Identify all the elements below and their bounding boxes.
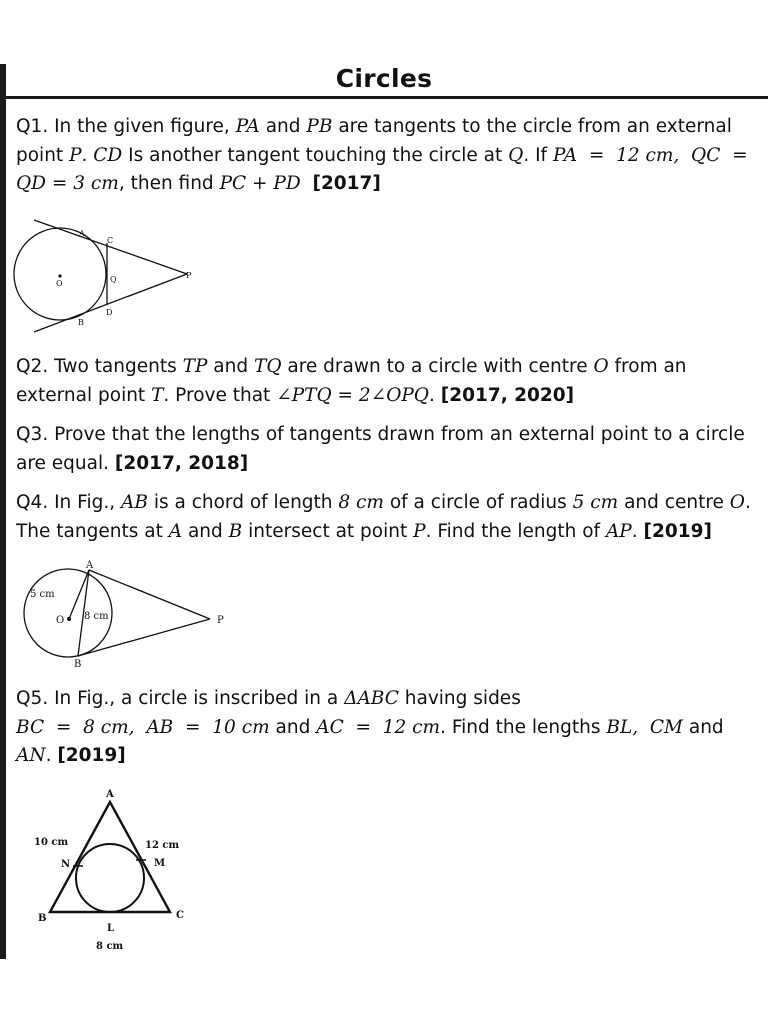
q5-label-m: M — [154, 858, 166, 869]
q5-label-12cm: 12 cm — [145, 840, 180, 851]
q4-text-3: and centre — [618, 492, 730, 513]
q4-label-8cm: 8 cm — [84, 611, 109, 622]
q1-label-q: Q — [110, 275, 117, 284]
q5-label-n: N — [61, 859, 71, 870]
q4-text-1: is a chord of length — [147, 492, 339, 513]
q5-label-8cm: 8 cm — [96, 941, 124, 952]
q1-year: [2017] — [312, 173, 381, 194]
q3-text: Q3. Prove that the lengths of tangents drawn from an external point to a circle are equal. — [16, 424, 745, 474]
question-2 — [16, 353, 756, 410]
q1-label-o: O — [56, 279, 63, 288]
left-margin-rule — [0, 64, 6, 959]
q1-circle — [14, 228, 106, 320]
q1-text-2: Is another tangent touching the circle at — [122, 144, 509, 166]
q4-year: [2019] — [643, 520, 712, 542]
q2-year: [2017, 2020] — [440, 384, 575, 406]
q1-label-a: A — [79, 229, 85, 238]
q1-q: Q — [508, 144, 524, 166]
q2-expression: ∠PTQ = 2∠OPQ — [276, 384, 429, 406]
q4-prefix: Q4. In Fig., — [16, 492, 121, 513]
q4-a: A — [168, 520, 183, 542]
q1-pa: PA — [235, 116, 260, 137]
q4-ab: AB — [120, 492, 148, 513]
q5-triangle: ΔABC — [344, 688, 399, 709]
q5-year: [2019] — [57, 745, 126, 766]
q1-label-c: C — [107, 236, 114, 245]
q4-and: and — [182, 520, 229, 542]
q4-text-5: intersect at point — [242, 520, 414, 542]
q4-label-o: O — [56, 615, 65, 626]
q5-text-1: having sides — [398, 688, 521, 709]
q1-label-b: B — [78, 318, 84, 327]
q4-label-b: B — [74, 659, 82, 670]
q4-text-6: . Find the length of — [425, 520, 606, 542]
q3-year: [2017, 2018] — [114, 452, 249, 474]
question-4 — [16, 489, 756, 546]
q2-prefix: Q2. Two tangents — [16, 356, 183, 377]
q1-centre-dot — [58, 274, 61, 277]
title-underline — [6, 96, 768, 99]
q5-bl-cm: BL, CM — [606, 716, 683, 738]
q4-o: O — [729, 492, 745, 513]
q4-figure — [20, 557, 235, 672]
q2-t: T — [151, 384, 164, 406]
q4-label-a: A — [86, 560, 94, 571]
q4-length: 8 cm — [338, 492, 384, 513]
q2-end: . — [428, 384, 441, 406]
q5-incircle — [76, 844, 144, 912]
q4-b: B — [228, 520, 243, 542]
q1-equation-1: PA = 12 cm, QC = — [552, 144, 748, 166]
q4-ap: AP — [605, 520, 632, 542]
q1-text-4: , then find — [118, 173, 220, 194]
q2-text-2: from an external point — [16, 356, 687, 406]
q1-and: and — [259, 116, 307, 137]
q2-text-1: are drawn to a circle with centre — [281, 356, 594, 377]
q5-prefix: Q5. In Fig., a circle is inscribed in a — [16, 688, 345, 709]
q4-p: P — [413, 520, 426, 542]
q4-centre-dot — [67, 617, 71, 621]
q5-sides-bc-ab: BC = 8 cm, AB = 10 cm — [16, 716, 270, 738]
q2-text-3: . Prove that — [163, 384, 277, 406]
q5-label-a: A — [106, 789, 114, 800]
q1-text-3: . If — [523, 144, 553, 166]
q2-and: and — [207, 356, 254, 377]
q1-find-expr: PC + PD — [219, 173, 301, 194]
page-title: Circles — [335, 64, 433, 93]
q5-triangle-abc — [50, 802, 170, 912]
q1-cd: CD — [93, 144, 123, 166]
q1-prefix: Q1. In the given figure, — [16, 116, 236, 137]
q2-tp: TP — [182, 356, 208, 377]
q5-text-2: . Find the lengths — [440, 716, 607, 738]
q4-end: . — [631, 520, 644, 542]
q5-side-ac: AC = 12 cm — [316, 716, 441, 738]
q5-and: and — [269, 716, 317, 738]
question-5 — [16, 685, 756, 771]
q4-label-p: P — [217, 615, 224, 626]
q5-label-10cm: 10 cm — [34, 837, 69, 848]
q1-p: P — [69, 144, 82, 166]
q1-label-p: P — [186, 271, 192, 280]
q1-equation-2: QD = 3 cm — [16, 173, 119, 194]
q5-label-b: B — [38, 913, 47, 924]
question-1 — [16, 113, 756, 199]
q1-pb: PB — [306, 116, 333, 137]
q4-radius: 5 cm — [572, 492, 619, 513]
q4-text-4: . The tangents at — [16, 492, 751, 542]
q2-tq: TQ — [253, 356, 282, 377]
q1-dot: . — [81, 144, 94, 166]
question-3 — [16, 421, 756, 478]
q5-label-l: L — [107, 923, 115, 934]
q5-an: AN — [16, 745, 46, 766]
q1-tangent-pa — [34, 220, 187, 274]
q1-label-d: D — [106, 308, 113, 317]
q4-text-2: of a circle of radius — [383, 492, 573, 513]
q1-text-1: are tangents to the circle from an external point — [16, 116, 732, 166]
q5-and-2: and — [682, 716, 724, 738]
q1-figure — [10, 212, 200, 337]
q5-label-c: C — [176, 910, 184, 921]
q5-end: . — [45, 745, 58, 766]
q4-tangent-bp — [78, 619, 210, 656]
q5-figure — [28, 784, 198, 956]
q2-o: O — [593, 356, 609, 377]
q4-label-5cm: 5 cm — [30, 589, 55, 600]
